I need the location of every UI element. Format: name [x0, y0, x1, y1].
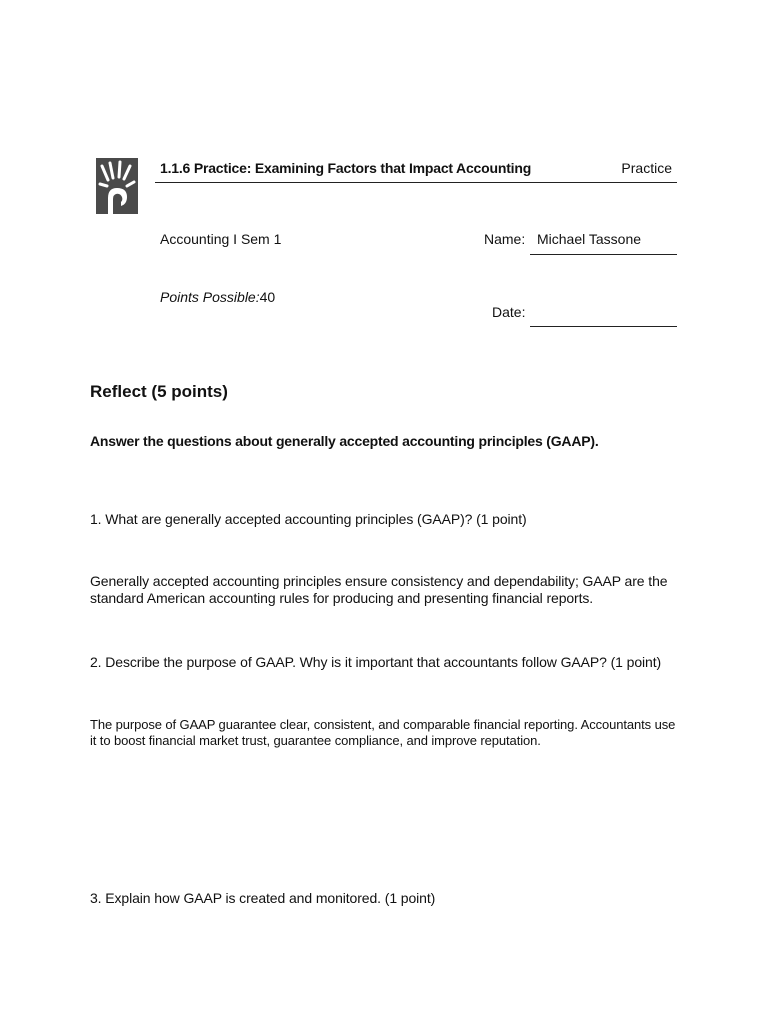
sun-hand-logo-icon [96, 158, 138, 214]
course-name: Accounting I Sem 1 [160, 231, 282, 247]
answer-1[interactable]: Generally accepted accounting principles ensure consistency and dependability; GAAP are the standard American accounting rules for producing and presenting financial reports. [90, 573, 668, 606]
name-underline [530, 254, 677, 255]
date-label: Date: [492, 304, 526, 320]
question-2: 2. Describe the purpose of GAAP. Why is it important that accountants follow GAAP? (1 point) [90, 654, 662, 670]
points-label: Points Possible: [160, 289, 260, 305]
answer-2[interactable]: The purpose of GAAP guarantee clear, consistent, and comparable financial reporting. Accountants use it to boost financial market trust, guarantee compliance, and improve reputation. [90, 717, 676, 748]
points-value: 40 [259, 289, 276, 305]
header-divider [155, 182, 677, 183]
section-instructions: Answer the questions about generally accepted accounting principles (GAAP). [90, 433, 599, 449]
name-field[interactable]: Michael Tassone [537, 231, 642, 247]
question-3: 3. Explain how GAAP is created and monitored. (1 point) [90, 890, 436, 906]
worksheet-title: 1.1.6 Practice: Examining Factors that Impact Accounting [160, 160, 532, 176]
name-label: Name: [484, 231, 526, 247]
points-possible [160, 289, 275, 305]
date-field[interactable] [530, 326, 677, 327]
section-heading: Reflect (5 points) [90, 382, 228, 401]
worksheet-type: Practice [621, 160, 672, 176]
question-1: 1. What are generally accepted accounting principles (GAAP)? (1 point) [90, 511, 527, 527]
